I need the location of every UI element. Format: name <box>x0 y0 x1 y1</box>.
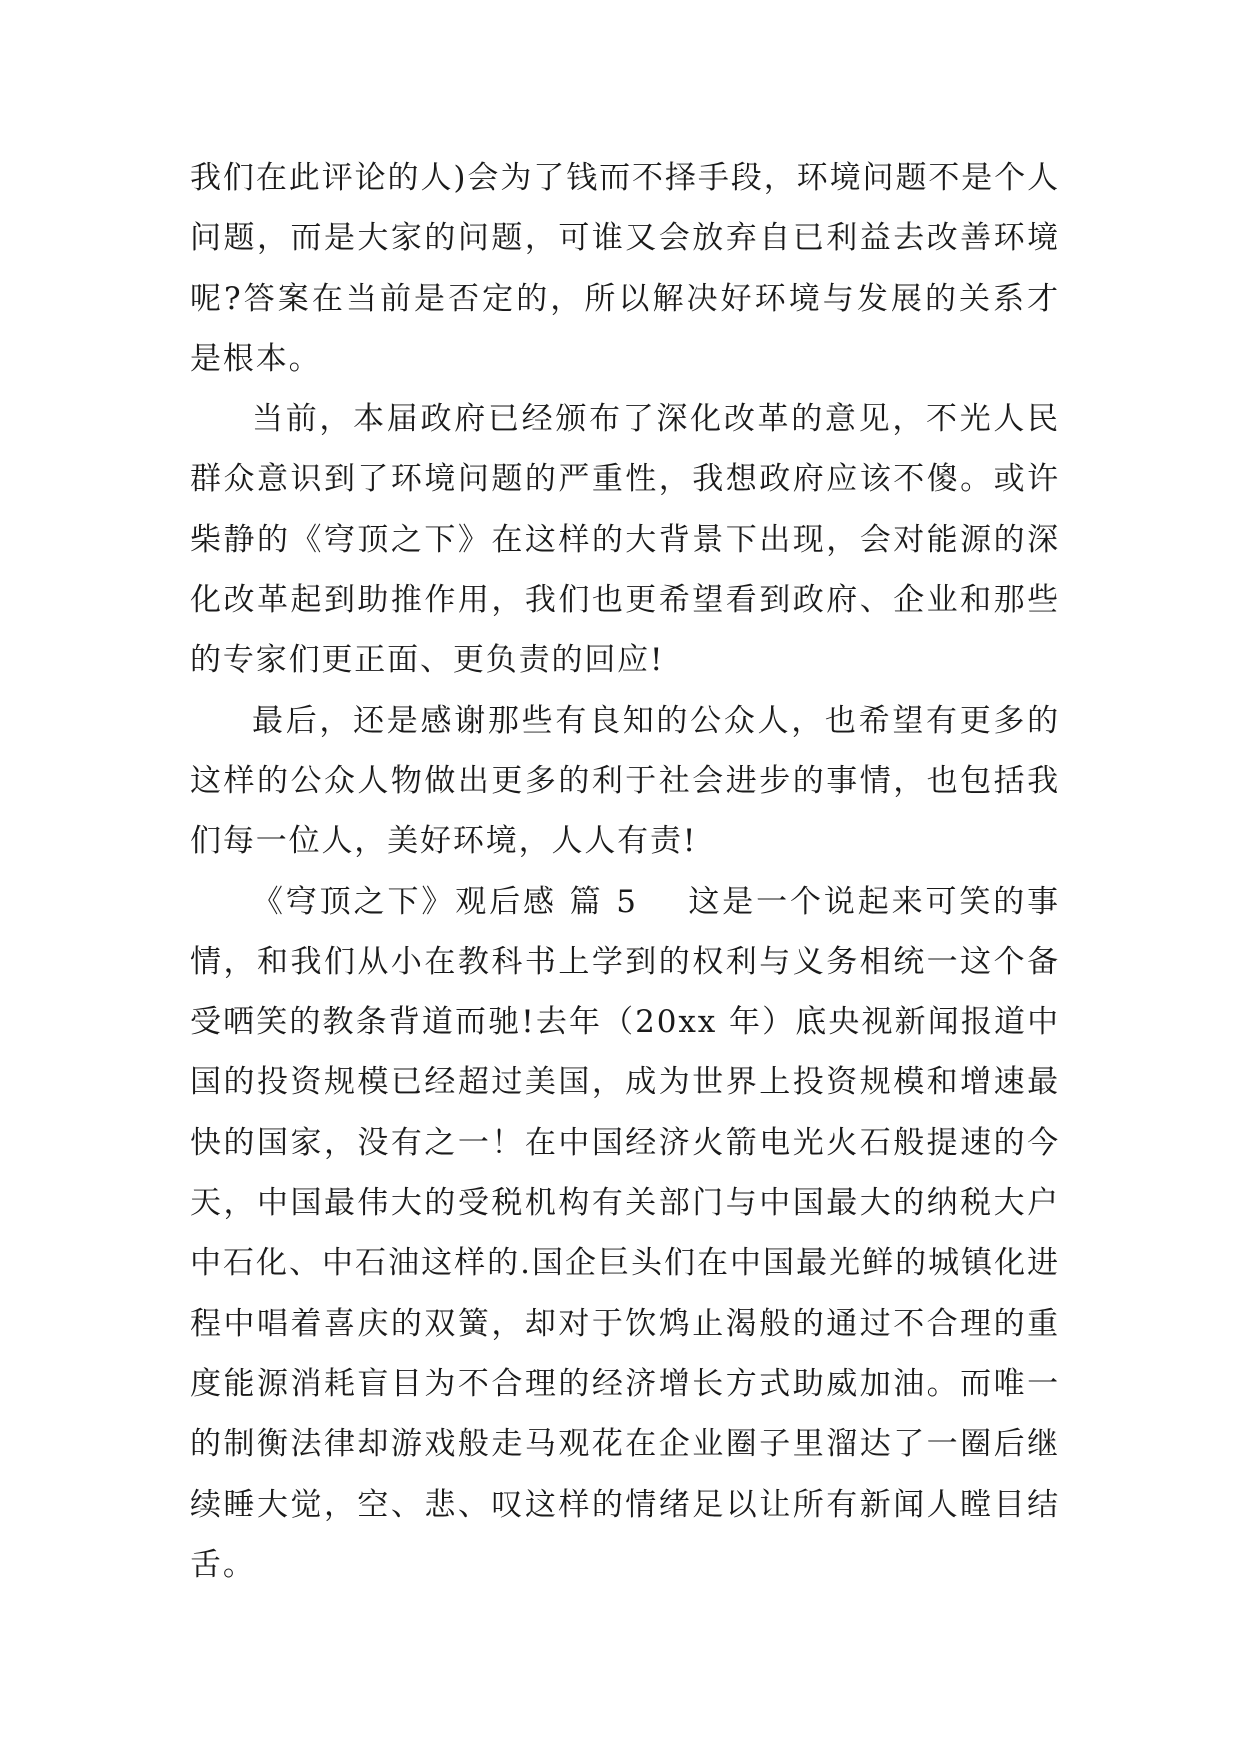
section-heading: 《穹顶之下》观后感 篇 5 <box>252 883 638 920</box>
paragraph-2: 当前，本届政府已经颁布了深化改革的意见，不光人民群众意识到了环境问题的严重性，我想政府应该不傻。或许柴静的《穹顶之下》在这样的大背景下出现，会对能源的深化改革起到助推作用，我们也更希望看到政府、企业和那些的专家们更正面、更负责的回应! <box>190 401 1060 679</box>
document-body <box>190 148 1060 1595</box>
paragraph-3: 最后，还是感谢那些有良知的公众人，也希望有更多的这样的公众人物做出更多的利于社会进步的事情，也包括我们每一位人，美好环境，人人有责! <box>190 702 1060 860</box>
paragraph-1: 我们在此评论的人)会为了钱而不择手段，环境问题不是个人问题，而是大家的问题，可谁又会放弃自已利益去改善环境呢?答案在当前是否定的，所以解决好环境与发展的关系才是根本。 <box>190 160 1060 377</box>
section-paragraph <box>190 872 1060 1596</box>
section-text: 这是一个说起来可笑的事情，和我们从小在教科书上学到的权利与义务相统一这个备受哂笑的教条背道而驰!去年（20xx 年）底央视新闻报道中国的投资规模已经超过美国，成为世界上投资规模和增速最快的国家，没有之一！在中国经济火箭电光火石般提速的今天，中国最伟大的受税机构有关部门与中国最大的纳税大户中石化、中石油这样的.国企巨头们在中国最光鲜的城镇化进程中唱着喜庆的双簧，却对于饮鸩止渴般的通过不合理的重度能源消耗盲目为不合理的经济增长方式助威加油。而唯一的制衡法律却游戏般走马观花在企业圈子里溜达了一圈后继续睡大觉，空、悲、叹这样的情绪足以让所有新闻人瞠目结舌。 <box>190 883 1060 1583</box>
